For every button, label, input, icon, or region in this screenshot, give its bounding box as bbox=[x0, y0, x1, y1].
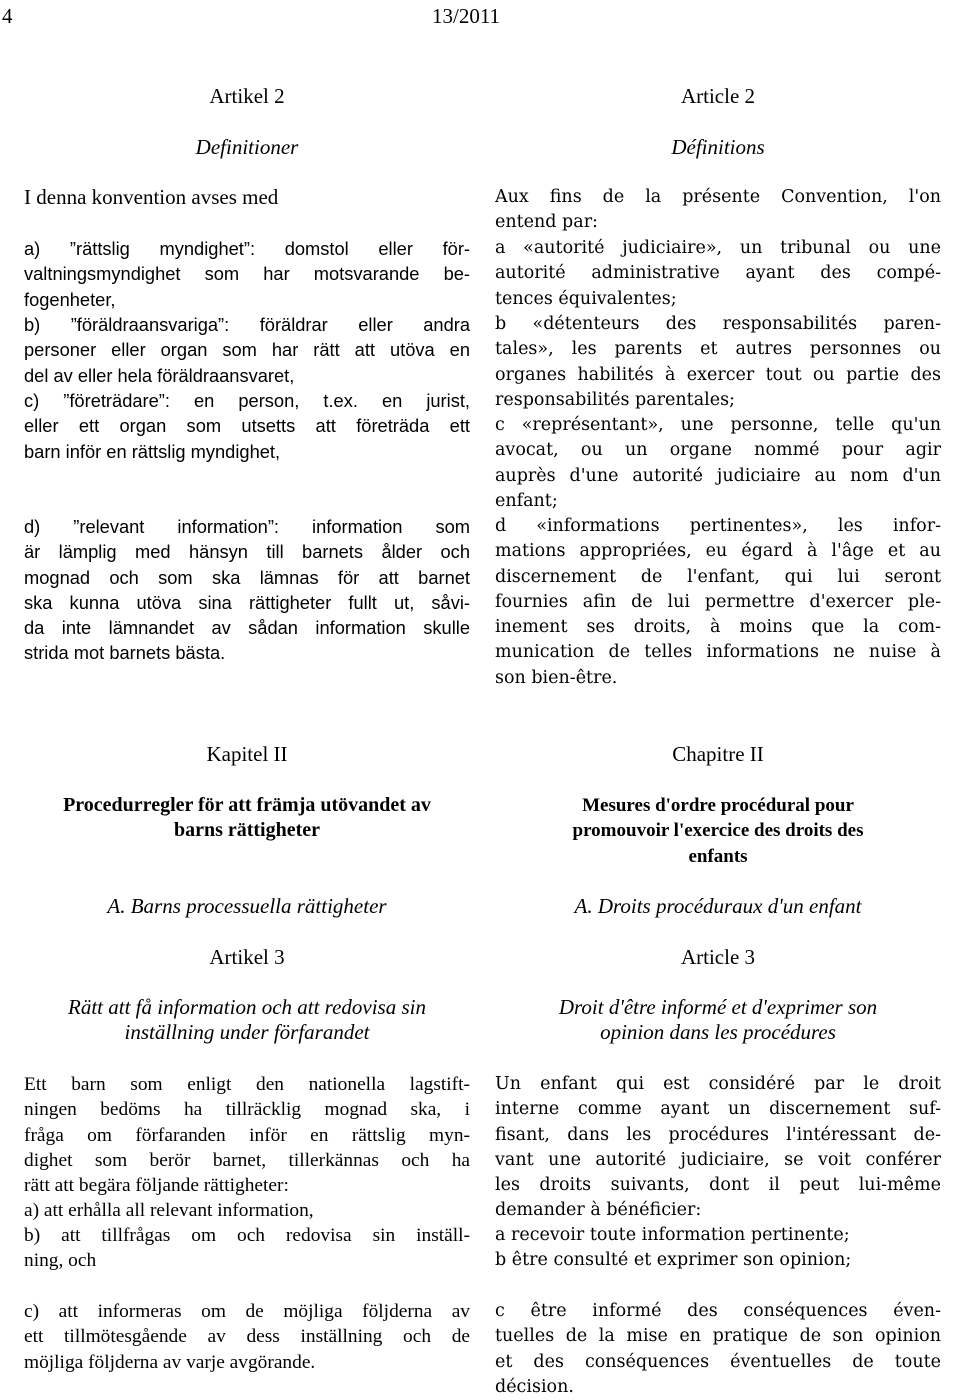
fr-article-3-title-line: Droit d'être informé et d'exprimer son bbox=[558, 995, 878, 1019]
fr-def-a-line: tences équivalentes; bbox=[495, 288, 677, 309]
sv-article-3-item-b bbox=[24, 1223, 470, 1274]
fr-article-2-title: Définitions bbox=[671, 135, 765, 159]
fr-def-d-line: inement ses droits, à moins que la com- bbox=[495, 617, 941, 638]
fr-art3-c-line: c être informé des conséquences éven- bbox=[495, 1301, 941, 1321]
sv-def-b-line: del av eller hela föräldraansvaret, bbox=[24, 364, 295, 386]
sv-definition-a bbox=[24, 236, 470, 312]
fr-def-c-line: avocat, ou un organe nommé pour agir bbox=[495, 440, 941, 461]
fr-section-a-heading: A. Droits procéduraux d'un enfant bbox=[574, 894, 862, 918]
fr-def-d-line: d «informations pertinentes», les infor- bbox=[495, 516, 941, 536]
fr-def-a-line: a «autorité judiciaire», un tribunal ou une bbox=[495, 238, 941, 258]
fr-chapter-heading: Chapitre II bbox=[672, 742, 764, 766]
sv-art3-c-line: ett tillmötesgående av dess inställning och de bbox=[24, 1326, 470, 1348]
fr-definition-b bbox=[495, 312, 941, 413]
fr-definition-a bbox=[495, 236, 941, 312]
fr-def-b-line: organes habilités à exercer tout ou partie des bbox=[495, 364, 941, 385]
sv-def-d-line: ska kunna utöva sina rättigheter fullt ut, såvi- bbox=[24, 591, 470, 613]
fr-art3-c-line: tuelles de la mise en pratique de son opinion bbox=[495, 1326, 941, 1347]
sv-art3-intro-line: fråga om förfaranden inför en rättslig myn- bbox=[24, 1124, 470, 1146]
sv-def-d-line: da inte lämnandet av sådan information skulle bbox=[24, 617, 470, 639]
fr-def-d-line: son bien-être. bbox=[495, 667, 618, 688]
fr-def-c-line: c «représentant», une personne, telle qu'un bbox=[495, 415, 941, 435]
sv-def-d-line: strida mot barnets bästa. bbox=[24, 642, 226, 664]
sv-chapter-heading: Kapitel II bbox=[206, 742, 288, 766]
fr-definition-d bbox=[495, 514, 941, 691]
fr-def-c-line: enfant; bbox=[495, 490, 558, 511]
sv-chapter-title-line: Procedurregler för att främja utövandet av bbox=[63, 794, 431, 816]
sv-def-a-line: valtningsmyndighet som har motsvarande be- bbox=[24, 263, 470, 285]
fr-chapter-title-line: enfants bbox=[688, 845, 748, 867]
fr-article-3-item-b: b être consulté et exprimer son opinion; bbox=[495, 1250, 852, 1270]
fr-art3-c-line: et des conséquences éventuelles de toute bbox=[495, 1351, 941, 1372]
sv-article-3-item-c bbox=[24, 1299, 470, 1375]
page-number: 4 bbox=[2, 4, 13, 28]
sv-art3-c-line: c) att informeras om de möjliga följderna av bbox=[24, 1301, 470, 1322]
sv-article-3-title-line: Rätt att få information och att redovisa sin bbox=[68, 995, 426, 1019]
sv-art3-intro-line: dighet som berör barnet, tillerkännas och ha bbox=[24, 1149, 470, 1171]
sv-section-a-heading: A. Barns processuella rättigheter bbox=[107, 894, 387, 918]
fr-chapter-title-line: promouvoir l'exercice des droits des bbox=[572, 820, 864, 842]
sv-def-c-line: c) ”företrädare”: en person, t.ex. en jurist, bbox=[24, 390, 470, 411]
fr-chapter-title-line: Mesures d'ordre procédural pour bbox=[582, 795, 854, 816]
fr-art3-c-line: décision. bbox=[495, 1376, 574, 1397]
fr-intro bbox=[495, 185, 941, 236]
sv-definition-d bbox=[24, 514, 470, 666]
sv-article-3-title-line: inställning under förfarandet bbox=[124, 1020, 370, 1045]
sv-art3-intro-line: rätt att begära följande rättigheter: bbox=[24, 1175, 289, 1197]
fr-definition-c bbox=[495, 413, 941, 514]
sv-article-2-heading: Artikel 2 bbox=[209, 84, 285, 108]
fr-article-3-title-line: opinion dans les procédures bbox=[600, 1020, 836, 1045]
sv-art3-intro-line: Ett barn som enligt den nationella lagstift- bbox=[24, 1074, 470, 1095]
fr-art3-intro-line: vant une autorité judiciaire, se voit conférer bbox=[495, 1149, 941, 1170]
fr-def-d-line: discernement de l'enfant, qui lui seront bbox=[495, 566, 941, 587]
fr-article-3-heading: Article 3 bbox=[680, 945, 756, 969]
sv-def-d-line: mognad och som ska lämnas för att barnet bbox=[24, 566, 470, 588]
sv-def-a-line: a) ”rättslig myndighet”: domstol eller för- bbox=[24, 238, 470, 259]
sv-art3-intro-line: ningen bedöms ha tillräcklig mognad ska, i bbox=[24, 1099, 470, 1121]
sv-def-b-line: b) ”föräldraansvariga”: föräldrar eller andra bbox=[24, 314, 470, 335]
sv-article-3-intro bbox=[24, 1072, 470, 1198]
fr-def-c-line: auprès d'une autorité judiciaire au nom d'un bbox=[495, 465, 941, 486]
fr-intro-line: Aux fins de la présente Convention, l'on bbox=[495, 187, 941, 207]
sv-art3-b-line: b) att tillfrågas om och redovisa sin inställ- bbox=[24, 1225, 470, 1246]
fr-art3-intro-line: interne comme ayant un discernement suf- bbox=[495, 1099, 941, 1120]
fr-art3-intro-line: les droits suivants, dont il peut lui-même bbox=[495, 1175, 941, 1196]
sv-chapter-title-line: barns rättigheter bbox=[173, 819, 321, 842]
fr-def-b-line: b «détenteurs des responsabilités paren- bbox=[495, 314, 941, 334]
sv-intro: I denna konvention avses med bbox=[24, 185, 279, 209]
sv-art3-b-line: ning, och bbox=[24, 1250, 97, 1272]
sv-def-d-line: d) ”relevant information”: information som bbox=[24, 516, 470, 537]
fr-art3-intro-line: Un enfant qui est considéré par le droit bbox=[495, 1074, 941, 1094]
fr-article-3-item-c bbox=[495, 1299, 941, 1400]
fr-def-b-line: responsabilités parentales; bbox=[495, 389, 735, 410]
sv-article-3-heading: Artikel 3 bbox=[209, 945, 285, 969]
fr-art3-intro-line: demander à bénéficier: bbox=[495, 1200, 702, 1221]
issue-number: 13/2011 bbox=[432, 4, 501, 28]
sv-def-d-line: är lämplig med hänsyn till barnets ålder och bbox=[24, 541, 470, 563]
sv-def-b-line: personer eller organ som har rätt att utöva en bbox=[24, 339, 470, 361]
fr-article-3-title bbox=[495, 995, 941, 1046]
fr-art3-intro-line: fisant, dans les procédures l'intéressant de- bbox=[495, 1124, 941, 1145]
fr-chapter-title bbox=[495, 793, 941, 869]
fr-article-2-heading: Article 2 bbox=[680, 84, 756, 108]
sv-article-3-title bbox=[24, 995, 470, 1046]
sv-def-c-line: barn inför en rättslig myndighet, bbox=[24, 440, 281, 462]
fr-def-b-line: tales», les parents et autres personnes ou bbox=[495, 339, 941, 360]
fr-article-3-item-a: a recevoir toute information pertinente; bbox=[495, 1225, 850, 1245]
fr-article-3-intro bbox=[495, 1072, 941, 1224]
fr-intro-line: entend par: bbox=[495, 212, 598, 233]
sv-chapter-title bbox=[24, 793, 470, 844]
sv-definition-c bbox=[24, 388, 470, 464]
sv-article-2-title: Definitioner bbox=[195, 135, 299, 159]
fr-def-a-line: autorité administrative ayant des compé- bbox=[495, 263, 941, 284]
sv-def-a-line: fogenheter, bbox=[24, 288, 116, 310]
fr-def-d-line: fournies afin de lui permettre d'exercer ple- bbox=[495, 591, 941, 612]
sv-definition-b bbox=[24, 312, 470, 388]
fr-def-d-line: mations appropriées, eu égard à l'âge et au bbox=[495, 541, 941, 562]
sv-def-c-line: eller ett organ som utsetts att företräda ett bbox=[24, 415, 470, 437]
sv-art3-c-line: möjliga följderna av varje avgörande. bbox=[24, 1351, 316, 1373]
sv-article-3-item-a: a) att erhålla all relevant information, bbox=[24, 1200, 314, 1221]
fr-def-d-line: munication de telles informations ne nuise à bbox=[495, 642, 941, 663]
